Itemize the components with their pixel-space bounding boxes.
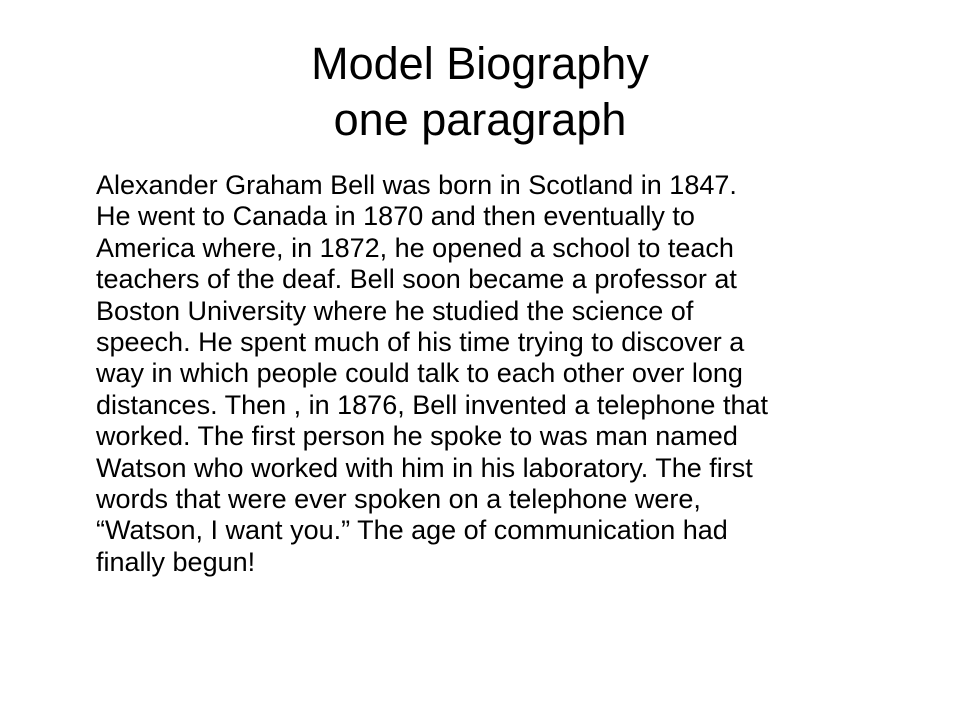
slide-title-line-2: one paragraph [333,94,627,145]
paragraph-line: Boston University where he studied the science of [96,295,694,326]
paragraph-line: words that were ever spoken on a telephone were, [96,484,701,515]
paragraph-line: He went to Canada in 1870 and then eventually to [96,201,695,232]
paragraph-line: distances. Then , in 1876, Bell invented a telephone that [96,389,768,420]
biography-paragraph [96,170,906,578]
paragraph-line: teachers of the deaf. Bell soon became a professor at [96,264,737,295]
paragraph-line: “Watson, I want you.” The age of communication had [96,515,728,546]
paragraph-line: speech. He spent much of his time trying to discover a [96,327,745,358]
paragraph-line: Watson who worked with him in his laboratory. The first [96,452,753,483]
slide-title [0,36,960,148]
paragraph-line: way in which people could talk to each other over long [96,358,743,389]
paragraph-line: America where, in 1872, he opened a school to teach [96,232,734,263]
paragraph-line: finally begun! [96,546,256,577]
paragraph-line: Alexander Graham Bell was born in Scotland in 1847. [96,170,737,200]
slide-title-line-1: Model Biography [311,38,649,89]
paragraph-line: worked. The first person he spoke to was man named [96,421,738,452]
